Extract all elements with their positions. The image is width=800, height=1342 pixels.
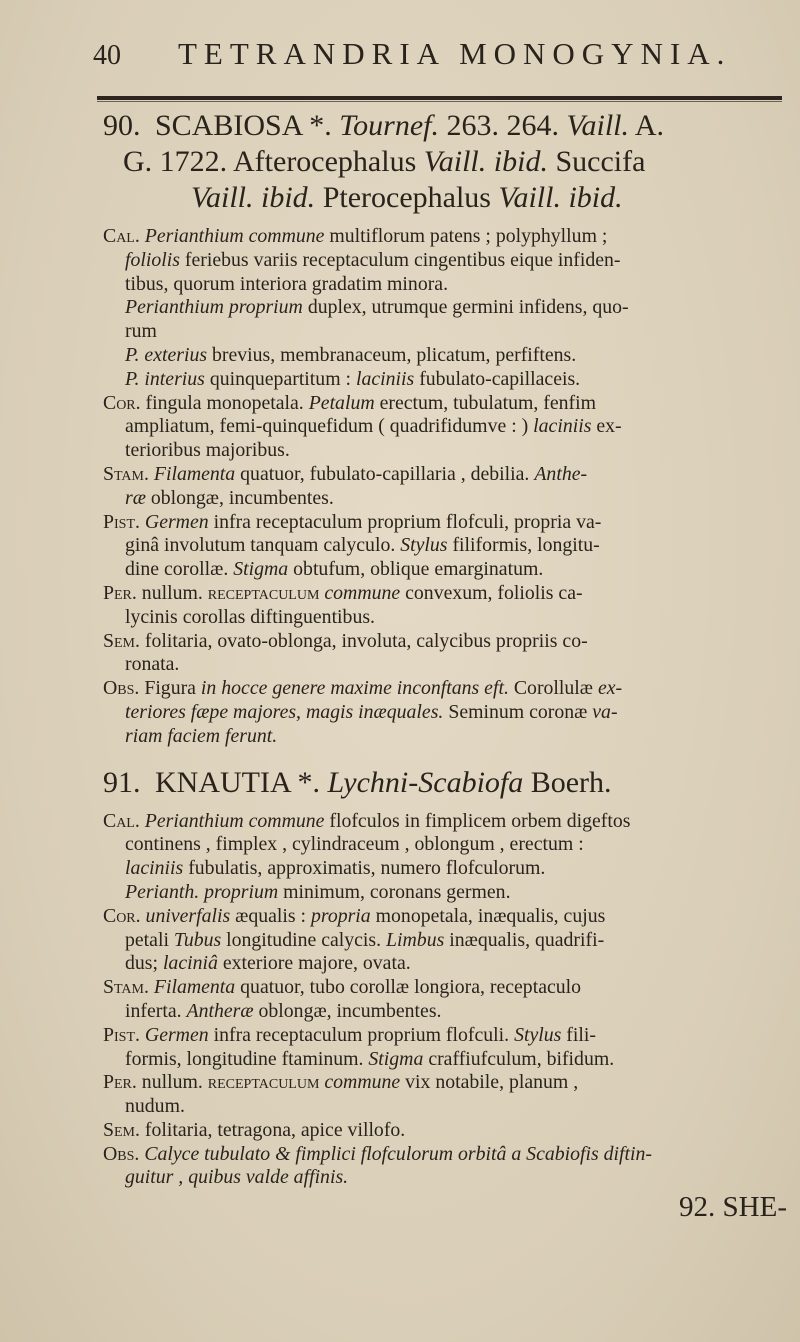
text-line	[103, 463, 793, 487]
text-run: *.	[309, 109, 332, 142]
text-run: obtufum, oblique emarginatum.	[293, 558, 544, 581]
text-run: oblongæ, incumbentes.	[150, 486, 334, 509]
text-run: brevius, membranaceum, plicatum, perfiftens.	[212, 343, 577, 366]
genus-synonyms-line	[103, 180, 793, 216]
text-line	[103, 1071, 793, 1095]
text-run: Lychni-Scabiofa	[327, 765, 524, 799]
seed-description	[103, 1119, 793, 1143]
text-run: convexum, foliolis ca-	[405, 581, 583, 604]
text-run: Pterocephalus	[322, 181, 491, 214]
text-line	[103, 415, 793, 439]
text-run: nullum.	[141, 581, 203, 604]
text-run: exteriore majore, ovata.	[222, 952, 411, 975]
text-line	[103, 905, 793, 929]
text-run: Pist.	[103, 1023, 140, 1046]
text-run: Vaill.	[566, 109, 629, 142]
text-run: Filamenta	[153, 976, 236, 999]
text-run: longitudine calycis.	[226, 928, 382, 951]
seed-description	[103, 630, 793, 678]
text-run: Vaill. ibid.	[498, 181, 623, 214]
text-line	[103, 881, 793, 905]
pistil-description	[103, 511, 793, 582]
observation	[103, 677, 793, 748]
text-run: petali	[125, 928, 169, 951]
text-run: in hocce genere maxime inconftans eft.	[200, 677, 509, 700]
text-run: Cor.	[103, 391, 141, 414]
genus-heading-91	[103, 765, 793, 801]
text-run: nudum.	[125, 1095, 185, 1118]
text-line	[103, 344, 793, 368]
text-run: Pist.	[103, 510, 140, 533]
text-run: folitaria, tetragona, apice villofo.	[144, 1118, 406, 1141]
text-run: Cal.	[103, 809, 140, 832]
running-title: TETRANDRIA MONOGYNIA.	[178, 36, 732, 71]
text-line	[103, 558, 793, 582]
text-run: fubulato-capillaceis.	[419, 367, 581, 390]
text-line	[103, 511, 793, 535]
stamen-description	[103, 463, 793, 511]
text-run: quatuor, fubulato-capillaria , debilia.	[240, 462, 530, 485]
text-run: inæqualis, quadrifi-	[449, 928, 605, 951]
text-run: laciniis	[533, 415, 592, 438]
text-line	[103, 296, 793, 320]
text-run: Vaill. ibid.	[191, 181, 316, 214]
text-run: Anthe-	[534, 462, 588, 485]
text-run: Per.	[103, 581, 137, 604]
text-run: Stam.	[103, 462, 149, 485]
text-line	[103, 810, 793, 834]
text-run: Germen	[144, 1023, 209, 1046]
text-run: Cor.	[103, 904, 141, 927]
text-run: riam faciem ferunt.	[125, 724, 278, 747]
text-run: Calyce tubulato & fimplici flofculorum orbitâ a Scabiofis diftin-	[144, 1142, 652, 1165]
text-run: Stylus	[514, 1023, 562, 1046]
text-line	[103, 976, 793, 1000]
text-run: quatuor, tubo corollæ longiora, receptaculo	[240, 976, 582, 999]
text-run: continens , fimplex , cylindraceum , oblongum , erectum :	[125, 833, 584, 856]
text-line	[103, 1024, 793, 1048]
text-line	[103, 630, 793, 654]
text-run: Antheræ	[186, 999, 254, 1022]
text-run: Stylus	[400, 534, 448, 557]
text-run: craffiufculum, bifidum.	[428, 1047, 615, 1070]
text-line	[103, 952, 793, 976]
genus-synonyms-line	[103, 144, 793, 180]
text-run: Germen	[144, 510, 209, 533]
text-run: erectum, tubulatum, fenfim	[379, 391, 597, 414]
text-run: ex-	[596, 415, 622, 438]
text-run: Per.	[103, 1071, 137, 1094]
text-run: dine corollæ.	[125, 558, 229, 581]
text-run: fingula monopetala.	[145, 391, 304, 414]
text-run: nullum.	[141, 1071, 203, 1094]
text-run: terioribus majoribus.	[125, 439, 290, 462]
text-run: P. interius	[125, 367, 205, 390]
text-line	[103, 1000, 793, 1024]
text-run: feriebus variis receptaculum cingentibus eique infiden-	[184, 248, 621, 271]
text-run: Stigma	[368, 1047, 424, 1070]
genus-name: SCABIOSA	[155, 109, 302, 142]
text-run: Tubus	[173, 928, 222, 951]
text-run: oblongæ, incumbentes.	[258, 999, 442, 1022]
text-run: magis inæquales.	[305, 700, 444, 723]
text-run: inferta.	[125, 999, 182, 1022]
text-run: flofculos in fimplicem orbem digeftos	[329, 809, 631, 832]
text-run: ronata.	[125, 653, 180, 676]
text-run: Petalum	[308, 391, 375, 414]
text-run: dus;	[125, 952, 158, 975]
text-run: infra receptaculum proprium flofculi.	[213, 1023, 510, 1046]
text-line	[103, 368, 793, 392]
text-run: minimum, coronans germen.	[283, 880, 511, 903]
text-run: ex-	[597, 677, 623, 700]
text-run: vix notabile, planum ,	[405, 1071, 579, 1094]
pericarp-description	[103, 1071, 793, 1119]
text-run: Obs.	[103, 1142, 140, 1165]
text-line	[103, 534, 793, 558]
text-run: Sem.	[103, 1118, 140, 1141]
text-run: Obs.	[103, 677, 140, 700]
calyx-description	[103, 225, 793, 392]
text-line	[103, 1048, 793, 1072]
text-run: fubulatis, approximatis, numero flofculorum.	[188, 857, 546, 880]
corolla-description	[103, 392, 793, 463]
header-rule	[97, 96, 782, 100]
text-run: univerfalis	[145, 904, 231, 927]
text-line	[103, 1166, 793, 1190]
text-run: teriores fæpe majores,	[125, 700, 302, 723]
text-line	[103, 487, 793, 511]
text-run: Filamenta	[153, 462, 236, 485]
text-run: ginâ involutum tanquam calyculo.	[125, 534, 396, 557]
calyx-description	[103, 810, 793, 905]
text-run: Figura	[144, 677, 196, 700]
text-run: G. 1722. Afterocephalus	[123, 145, 417, 178]
text-run: Boerh.	[530, 765, 612, 799]
text-run: folitaria, ovato-oblonga, involuta, calycibus propriis co-	[144, 629, 588, 652]
text-run: infra receptaculum proprium flofculi, propria va-	[213, 510, 602, 533]
catchword: 92. SHE-	[679, 1191, 787, 1224]
text-run: ampliatum, femi-quinquefidum ( quadrifidumve : )	[125, 415, 529, 438]
text-run: va-	[592, 700, 618, 723]
text-run: Tournef.	[339, 109, 439, 142]
text-run: 91.	[103, 765, 141, 799]
header-rule-thin	[97, 101, 782, 102]
text-run: laciniis	[125, 857, 184, 880]
text-run: receptaculum	[207, 1071, 320, 1094]
text-line	[103, 677, 793, 701]
text-run: foliolis	[125, 248, 180, 271]
text-run: propria	[310, 904, 371, 927]
text-run: commune	[324, 1071, 401, 1094]
text-run: 263. 264.	[446, 109, 559, 142]
page-number: 40	[93, 40, 121, 71]
text-line	[103, 1143, 793, 1167]
text-run: 90.	[103, 109, 141, 142]
text-run: Corollulæ	[513, 677, 593, 700]
text-run: Sem.	[103, 629, 140, 652]
text-run: commune	[324, 581, 401, 604]
text-run: receptaculum	[207, 581, 320, 604]
text-run: laciniis	[355, 367, 415, 390]
text-run: quinquepartitum :	[209, 367, 352, 390]
text-run: multiflorum patens ; polyphyllum ;	[329, 225, 608, 247]
text-line	[103, 1119, 793, 1143]
text-run: formis, longitudine ftaminum.	[125, 1047, 364, 1070]
text-line	[103, 392, 793, 416]
text-run: laciniâ	[162, 952, 218, 975]
text-run: Cal.	[103, 225, 140, 247]
text-run: Perianthium commune	[144, 225, 325, 247]
text-run: filiformis, longitu-	[452, 534, 600, 557]
text-run: ræ	[125, 486, 146, 509]
observation	[103, 1143, 793, 1191]
text-run: tibus, quorum interiora gradatim minora.	[125, 272, 449, 295]
text-line	[103, 929, 793, 953]
text-line	[103, 701, 793, 725]
text-run: Perianthium commune	[144, 809, 325, 832]
text-line	[103, 857, 793, 881]
text-block	[103, 108, 793, 1224]
text-run: duplex, utrumque germini infidens, quo-	[307, 296, 629, 319]
text-run: monopetala, inæqualis, cujus	[375, 904, 606, 927]
pericarp-description	[103, 582, 793, 630]
text-run: Perianthium proprium	[125, 296, 303, 319]
text-run: æqualis :	[235, 904, 307, 927]
text-run: Limbus	[386, 928, 445, 951]
text-run: fili-	[566, 1023, 596, 1046]
stamen-description	[103, 976, 793, 1024]
corolla-description	[103, 905, 793, 976]
text-run: P. exterius	[125, 343, 208, 366]
text-run: Stam.	[103, 976, 149, 999]
text-run: Succifa	[555, 145, 646, 178]
text-run: Stigma	[233, 558, 289, 581]
text-line	[103, 725, 793, 749]
text-run: Seminum coronæ	[448, 700, 588, 723]
text-run: Perianth. proprium	[125, 880, 279, 903]
text-run: lycinis corollas diftinguentibus.	[125, 605, 375, 628]
text-run: rum	[125, 320, 157, 343]
text-line	[103, 582, 793, 606]
text-run: Vaill. ibid.	[423, 145, 548, 178]
text-run: *.	[297, 765, 320, 799]
text-line	[103, 225, 793, 249]
genus-name: KNAUTIA	[155, 765, 290, 799]
running-head	[93, 36, 793, 76]
genus-heading-90	[103, 108, 793, 144]
text-line	[103, 249, 793, 273]
text-run: guitur , quibus valde affinis.	[125, 1166, 349, 1189]
text-run: A.	[634, 109, 665, 142]
pistil-description	[103, 1024, 793, 1072]
